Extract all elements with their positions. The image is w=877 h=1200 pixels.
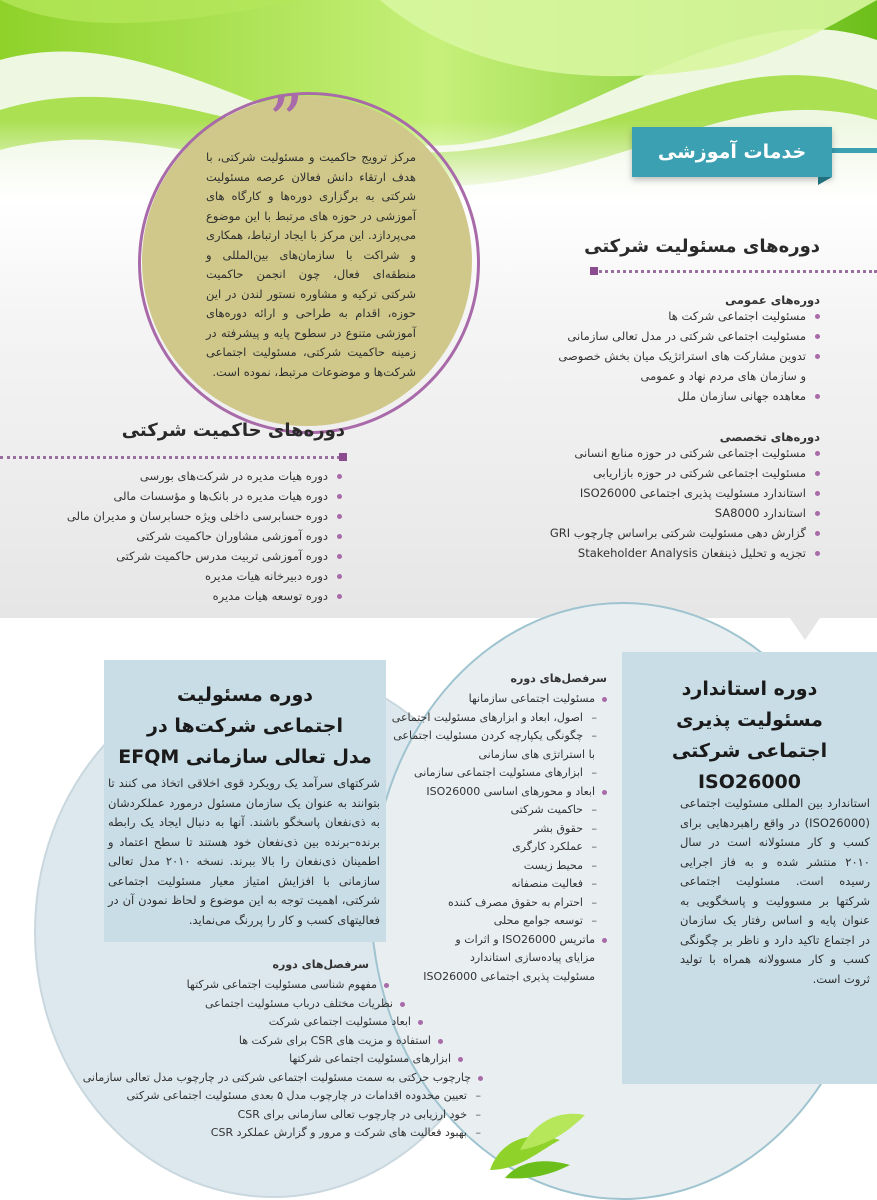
governance-courses-list xyxy=(22,466,342,606)
general-courses-heading: دوره‌های عمومی xyxy=(725,293,820,307)
list-item: با استراتژی های سازمانی xyxy=(478,747,595,761)
leaf-decoration-icon xyxy=(480,1100,590,1180)
list-item: دوره حسابرسی داخلی ویژه حسابرسان و مدیران مالی xyxy=(22,506,342,526)
governance-courses-divider xyxy=(0,456,340,459)
list-item: – عملکرد کارگری xyxy=(377,838,607,857)
list-item: ابعاد مسئولیت اجتماعی شرکت xyxy=(79,1013,423,1032)
efqm-outline-heading: سرفصل‌های دوره xyxy=(272,958,369,971)
governance-courses-divider-end xyxy=(339,453,347,461)
efqm-title-line: مدل تعالی سازمانی EFQM xyxy=(118,746,372,768)
efqm-title-line: اجتماعی شرکت‌ها در xyxy=(147,715,343,737)
list-item: – محیط زیست xyxy=(377,857,607,876)
banner-line xyxy=(832,148,877,153)
list-item: – بهبود فعالیت های شرکت و مرور و گزارش عملکرد CSR xyxy=(79,1124,491,1143)
list-item: مسئولیت اجتماعی شرکت ها xyxy=(470,306,820,326)
list-item: ابعاد و محورهای اساسی ISO26000 xyxy=(377,783,607,802)
list-item: مسئولیت اجتماعی شرکتی در حوزه منابع انسانی xyxy=(470,443,820,463)
list-item: و سازمان های مردم نهاد و عمومی xyxy=(640,369,806,383)
list-item: استفاده و مزیت های CSR برای شرکت ها xyxy=(79,1032,443,1051)
list-item: نظریات مختلف درباب مسئولیت اجتماعی xyxy=(79,995,405,1014)
list-item: استاندارد SA8000 xyxy=(470,503,820,523)
list-item: دوره هیات مدیره در شرکت‌های بورسی xyxy=(22,466,342,486)
list-item: – حقوق بشر xyxy=(377,820,607,839)
list-item: مسئولیت اجتماعی شرکتی در مدل تعالی سازمانی xyxy=(470,326,820,346)
list-item: گزارش دهی مسئولیت شرکتی براساس چارچوب GRI xyxy=(470,523,820,543)
iso-course-description: استاندارد بین المللی مسئولیت اجتماعی (ISO26000) در واقع راهبردهایی برای کسب و کار مسئولانه است در سال ۲۰۱۰ منتشر شده و به فاز اجرایی رسیده است. مسئولیت اجتماعی شرکتها بر مسوولیت و پاسخگویی به عنوان پایه و اساس رفتار یک سازمان در اجتماع تاکید دارد و ناظر بر چگونگی کسب و کار مسوولانه همراه با تولید ثروت است. xyxy=(680,796,870,986)
iso-outline-list xyxy=(377,690,607,986)
list-item: ابزارهای مسئولیت اجتماعی شرکتها xyxy=(79,1050,463,1069)
list-item: دوره هیات مدیره در بانک‌ها و مؤسسات مالی xyxy=(22,486,342,506)
services-banner-label: خدمات آموزشی xyxy=(657,141,807,163)
iso-title-line: مسئولیت پذیری xyxy=(676,709,823,731)
list-item: – ابزارهای مسئولیت اجتماعی سازمانی xyxy=(377,764,607,783)
list-item: – خود ارزیابی در چارچوب تعالی سازمانی برای CSR xyxy=(79,1106,491,1125)
list-item: دوره آموزشی مشاوران حاکمیت شرکتی xyxy=(22,526,342,546)
list-item: مسئولیت پذیری اجتماعی ISO26000 xyxy=(423,969,595,983)
band-notch xyxy=(790,618,820,640)
iso-title-line: اجتماعی شرکتی xyxy=(671,740,828,762)
list-item: تجزیه و تحلیل ذینفعان Stakeholder Analysis xyxy=(470,543,820,563)
iso-outline-heading: سرفصل‌های دوره xyxy=(510,672,607,685)
iso-title-line: دوره استاندارد xyxy=(681,678,818,700)
csr-courses-title: دوره‌های مسئولیت شرکتی xyxy=(584,236,820,257)
list-item: – تعیین محدوده اقدامات در چارچوب مدل ۵ بعدی مسئولیت اجتماعی شرکتی xyxy=(79,1087,491,1106)
list-item: – فعالیت منصفانه xyxy=(377,875,607,894)
list-item: – توسعه جوامع محلی xyxy=(377,912,607,931)
list-item: مسئولیت اجتماعی شرکتی در حوزه بازاریابی xyxy=(470,463,820,483)
intro-paragraph: مرکز ترویج حاکمیت و مسئولیت شرکتی، با هدف ارتقاء دانش فعالان عرصه مسئولیت شرکتی به برگزاری دوره‌ها و کارگاه های آموزشی در حوزه های مرتبط با این موضوع می‌پردازد. این مرکز با ایجاد ارتباط، همکاری و شراکت با سازمان‌های بین‌المللی و منطقه‌ای فعال، چون انجمن حاکمیت شرکتی ترکیه و مشاوره نستور لندن در این حوزه، اقدام به طراحی و ارائه دوره‌های آموزشی متنوع در سطوح پایه و پیشرفته در زمینه حاکمیت شرکتی، مسئولیت اجتماعی شرکت‌ها و موضوعات مرتبط، نموده است. xyxy=(206,150,416,379)
list-item: ماتریس ISO26000 و اثرات و xyxy=(377,931,607,950)
list-item: معاهده جهانی سازمان ملل xyxy=(470,386,820,406)
efqm-title-line: دوره مسئولیت xyxy=(176,684,314,706)
list-item: – حاکمیت شرکتی xyxy=(377,801,607,820)
iso-course-title xyxy=(622,674,877,798)
list-item: – احترام به حقوق مصرف کننده xyxy=(377,894,607,913)
efqm-course-title xyxy=(104,680,386,773)
list-item: مفهوم شناسی مسئولیت اجتماعی شرکتها xyxy=(79,976,389,995)
csr-courses-divider-end xyxy=(590,267,598,275)
services-banner xyxy=(632,127,832,177)
list-item: استاندارد مسئولیت پذیری اجتماعی ISO26000 xyxy=(470,483,820,503)
list-item: دوره آموزشی تربیت مدرس حاکمیت شرکتی xyxy=(22,546,342,566)
efqm-outline-list xyxy=(79,976,499,1143)
quote-icon: ” xyxy=(268,81,304,163)
list-item: تدوین مشارکت های استراتژیک میان بخش خصوصی xyxy=(470,346,820,366)
governance-courses-title: دوره‌های حاکمیت شرکتی xyxy=(121,420,345,441)
list-item: – اصول، ابعاد و ابزارهای مسئولیت اجتماعی xyxy=(377,709,607,728)
list-item: مسئولیت اجتماعی سازمانها xyxy=(377,690,607,709)
specialized-courses-heading: دوره‌های تخصصی xyxy=(719,430,820,444)
list-item: چارچوب حرکتی به سمت مسئولیت اجتماعی شرکتی در چارچوب مدل تعالی سازمانی xyxy=(79,1069,483,1088)
csr-courses-divider xyxy=(594,270,877,273)
efqm-course-description: شرکتهای سرآمد یک رویکرد قوی اخلاقی اتخاذ می کنند تا بتوانند به عنوان یک سازمان مسئول درمورد عملکردشان به ذی‌نفعان پاسخگو باشند. آنها به دنبال ایجاد یک رابطه برنده–برنده بین ذی‌نفعان خود هستند تا سطح اعتماد و اطمینان ذی‌نفعان را بالا ببرند. نسخه ۲۰۱۰ مدل تعالی سازمانی با افزایش امتیاز معیار مسئولیت اجتماعی شرکتی، اهمیت توجه به این موضوع و لحاظ نمودن آن در فعالیتهای کسب و کار را پررنگ می‌نماید. xyxy=(108,776,380,927)
specialized-courses-list xyxy=(470,443,820,563)
list-item: مزایای پیاده‌سازی استاندارد xyxy=(470,951,595,964)
iso-title-line: ISO26000 xyxy=(697,771,801,793)
list-item: دوره توسعه هیات مدیره xyxy=(22,586,342,606)
general-courses-list xyxy=(470,306,820,406)
list-item: دوره دبیرخانه هیات مدیره xyxy=(22,566,342,586)
list-item: – چگونگی یکپارچه کردن مسئولیت اجتماعی xyxy=(377,727,607,746)
